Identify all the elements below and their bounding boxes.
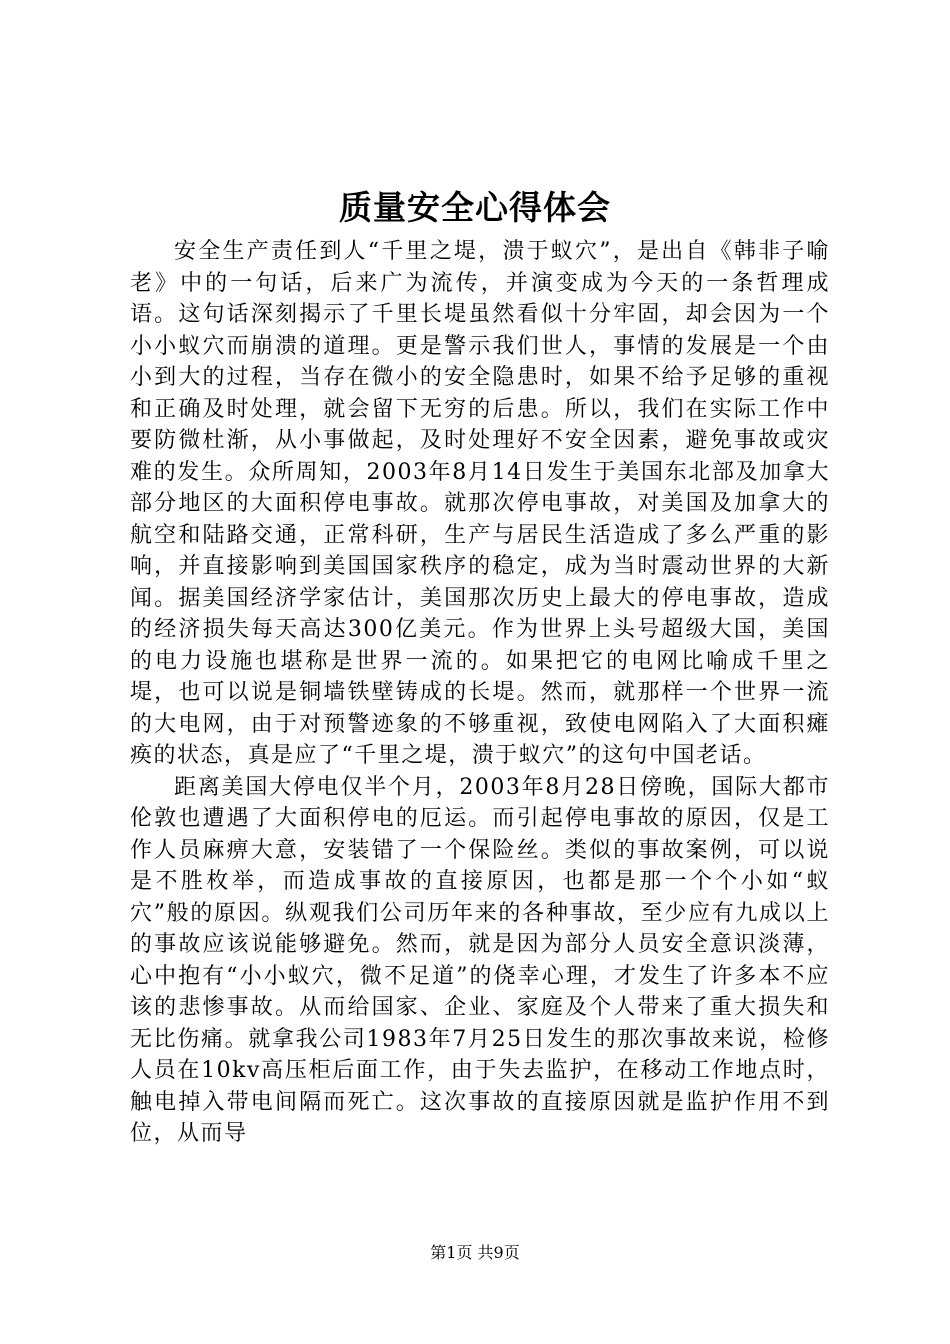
page-footer: 第1页 共9页 bbox=[430, 1243, 520, 1262]
paragraph-2: 距离美国大停电仅半个月，2003年8月28日傍晚，国际大都市伦敦也遭遇了大面积停电的厄运。而引起停电事故的原因，仅是工作人员麻痹大意，安装错了一个保险丝。类似的事故案例，可以说是不胜枚举，而造成事故的直接原因，也都是那一个个小如“蚁穴”般的原因。纵观我们公司历年来的各种事故，至少应有九成以上的事故应该说能够避免。然而，就是因为部分人员安全意识淡薄，心中抱有“小小蚁穴，微不足道”的侥幸心理，才发生了许多本不应该的悲惨事故。从而给国家、企业、家庭及个人带来了重大损失和无比伤痛。就拿我公司1983年7月25日发生的那次事故来说，检修人员在10kv高压柜后面工作，由于失去监护，在移动工作地点时，触电掉入带电间隔而死亡。这次事故的直接原因就是监护作用不到位，从而导 bbox=[130, 774, 830, 1146]
document-title: 质量安全心得体会 bbox=[339, 188, 611, 227]
paragraph-1: 安全生产责任到人“千里之堤，溃于蚁穴”，是出自《韩非子喻老》中的一句话，后来广为流传，并演变成为今天的一条哲理成语。这句话深刻揭示了千里长堤虽然看似十分牢固，却会因为一个小小蚁穴而崩溃的道理。更是警示我们世人，事情的发展是一个由小到大的过程，当存在微小的安全隐患时，如果不给予足够的重视和正确及时处理，就会留下无穷的后患。所以，我们在实际工作中要防微杜渐，从小事做起，及时处理好不安全因素，避免事故或灾难的发生。众所周知，2003年8月14日发生于美国东北部及加拿大部分地区的大面积停电事故。就那次停电事故，对美国及加拿大的航空和陆路交通，正常科研，生产与居民生活造成了多么严重的影响，并直接影响到美国国家秩序的稳定，成为当时震动世界的大新闻。据美国经济学家估计，美国那次历史上最大的停电事故，造成的经济损失每天高达300亿美元。作为世界上头号超级大国，美国的电力设施也堪称是世界一流的。如果把它的电网比喻成千里之堤，也可以说是铜墙铁壁铸成的长堤。然而，就那样一个世界一流的大电网，由于对预警迹象的不够重视，致使电网陷入了大面积瘫痪的状态，真是应了“千里之堤，溃于蚁穴”的这句中国老话。 bbox=[130, 239, 830, 768]
document-body bbox=[130, 236, 830, 1150]
